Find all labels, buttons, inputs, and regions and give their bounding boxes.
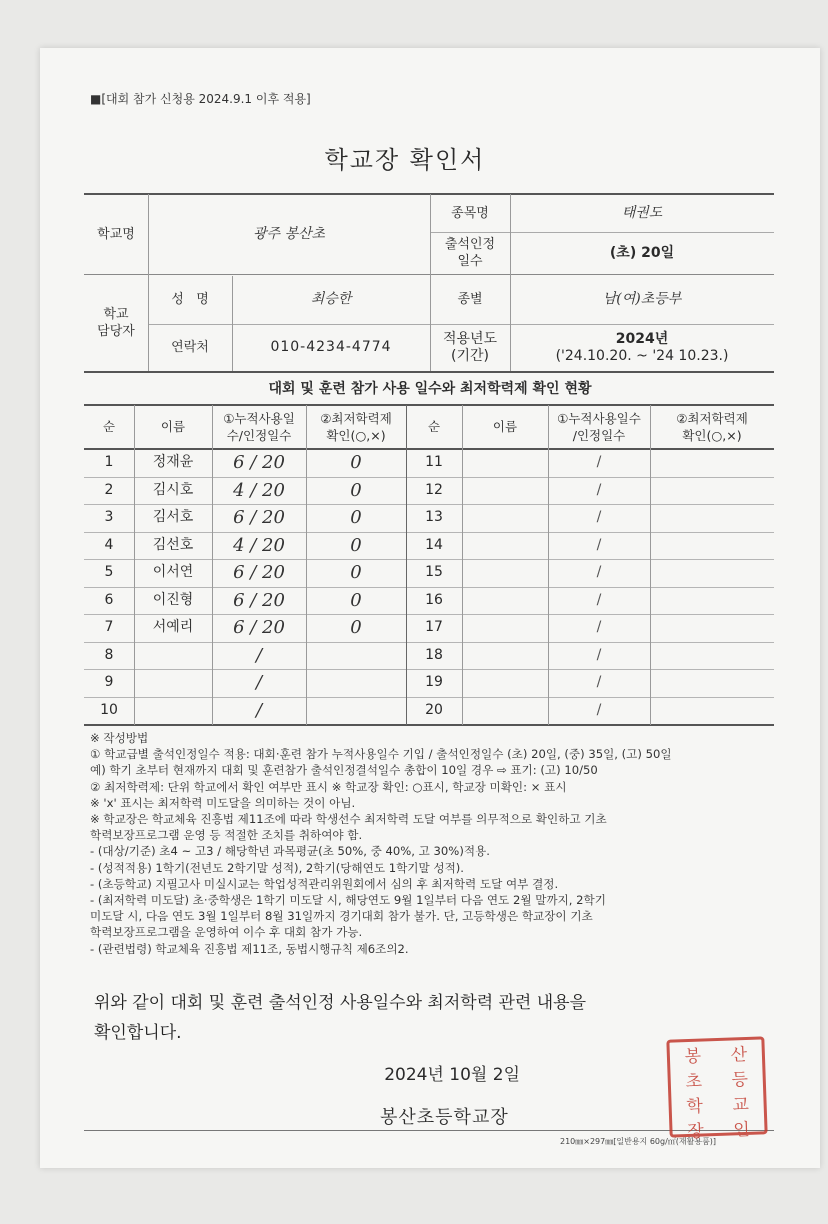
header-days-right-line2: /인정일수 [572,427,626,443]
instruction-line: - (대상/기준) 초4 ~ 고3 / 해당학년 과목평균(초 50%, 중 40%, 고 30%)적용. [90,844,490,859]
athlete-name [134,669,212,697]
issue-date: 2024년 10월 2일 [384,1065,520,1085]
athlete-name: 서예리 [152,619,194,636]
days-used: 4 / 20 [233,479,285,501]
min-achievement-check: 0 [350,507,362,529]
sport-label: 종목명 [451,205,489,221]
instruction-line: 미도달 시, 다음 연도 3월 1일부터 8월 31일까지 경기대회 참가 불가. 단, 고등학생은 학교장이 기초 [90,909,593,924]
header-min-line1: ②최저학력제 [320,410,392,426]
row-number: 6 [104,591,114,608]
row-number-right: 15 [425,564,443,581]
staff-label [84,274,148,371]
row-number-right: 19 [425,674,443,691]
header-min-right [650,405,774,448]
attend-label-line2: 일수 [457,254,483,269]
header-min [306,405,406,448]
days-used-right: / [596,591,602,608]
instruction-line: ※ 'x' 표시는 최저학력 미도달을 의미하는 것이 아님. [90,795,356,810]
athlete-name [134,697,212,725]
athlete-name: 정재윤 [152,454,194,471]
header-days-right-line1: ①누적사용일수 [557,410,641,426]
instruction-line: ※ 작성방법 [90,731,149,745]
attend-label [430,232,510,274]
days-used-right: / [596,536,602,553]
row-number-right: 13 [425,509,443,526]
athlete-name: 김선호 [152,536,194,553]
row-number: 2 [104,481,114,498]
days-used: / [255,644,263,666]
school-value: 광주 봉산초 [252,225,326,242]
row-number: 4 [104,536,114,553]
period-label-line2: (기간) [451,347,489,364]
min-achievement-check: 0 [350,479,362,501]
seal-character: 인 [732,1119,751,1141]
period-range: ('24.10.20. ~ '24 10.23.) [555,347,729,364]
info-bottom-border [84,371,774,373]
school-label: 학교명 [97,226,135,242]
days-used-right: / [596,619,602,636]
days-used-right: / [596,509,602,526]
seal-character: 교 [732,1094,750,1116]
instruction-line: - (관련법령) 학교체육 진흥법 제11조, 동법시행규칙 제6조의2. [90,941,409,956]
period-label-line1: 적용년도 [442,330,498,347]
days-used: 6 / 20 [233,507,285,529]
category-label: 종별 [457,291,483,307]
instruction-line: ※ 학교장은 학교체육 진흥법 제11조에 따라 학생선수 최저학력 도달 여부를 의무적으로 확인하고 기초 [90,812,607,826]
min-achievement-check [306,669,406,697]
staff-label-line1: 학교 [103,306,129,322]
header-name-right: 이름 [492,419,518,434]
min-achievement-check: 0 [350,617,362,639]
row-number: 9 [104,674,114,691]
seal-character: 산 [730,1044,748,1066]
document-page [40,48,820,1168]
period-year: 2024년 [615,330,669,347]
min-achievement-check: 0 [350,534,362,556]
paper-spec: 210㎜×297㎜[일반용지 60g/㎡(재활용품)] [560,1137,717,1146]
row-number-right: 18 [425,646,443,663]
days-used-right: / [596,674,602,691]
instruction-line: 학력보장프로그램을 운영하여 이수 후 대회 참가 가능. [90,925,363,940]
contact-label: 연락처 [171,340,209,355]
min-achievement-check: 0 [350,562,362,584]
days-used-right: / [596,701,602,718]
min-achievement-check: 0 [350,589,362,611]
confirm-line-2: 확인합니다. [94,1023,182,1043]
period-label [430,324,510,371]
header-no: 순 [102,419,116,434]
days-used: 6 / 20 [233,617,285,639]
header-min-right-line1: ②최저학력제 [676,410,748,426]
instruction-line: - (초등학교) 지필고사 미실시교는 학업성적관리위원회에서 심의 후 최저학력 도달 여부 결정. [90,876,559,891]
header-days-line1: ①누적사용일 [223,410,295,426]
athlete-name: 김시호 [152,481,194,498]
instruction-line: ① 학교급별 출석인정일수 적용: 대회·훈련 참가 누적사용일수 기입 / 출석인정일수 (초) 20일, (중) 35일, (고) 50일 [90,747,672,762]
header-no-right: 순 [427,419,441,434]
days-used: 6 / 20 [233,562,285,584]
athlete-name: 이서연 [152,564,194,581]
section-title: 대회 및 훈련 참가 사용 일수와 최저학력제 확인 현황 [268,381,592,397]
row-number-right: 11 [425,454,443,471]
attend-value: (초) 20일 [609,244,675,261]
header-min-line2: 확인(○,×) [326,427,386,443]
row-number-right: 20 [425,701,443,718]
header-days-line2: 수/인정일수 [226,427,292,443]
period-value [510,324,774,371]
row-number-right: 14 [425,536,443,553]
attend-label-line1: 출석인정 [444,237,496,252]
name-value: 최승한 [310,290,352,307]
instruction-line: ② 최저학력제: 단위 학교에서 확인 여부만 표시 ※ 학교장 확인: ○표시, 학교장 미확인: × 표시 [90,779,567,794]
row-number-right: 17 [425,619,443,636]
min-achievement-check [306,697,406,725]
row-number: 8 [104,646,114,663]
header-name: 이름 [160,419,186,434]
category-value: 남(여)초등부 [602,290,682,307]
school-head: 봉산초등학교장 [380,1107,509,1128]
days-used-right: / [596,646,602,663]
seal-character: 장 [686,1121,705,1143]
days-used-right: / [596,564,602,581]
days-used: 4 / 20 [233,534,285,556]
page-title: 학교장 확인서 [324,146,486,174]
col-divider [462,405,463,725]
row-number: 5 [104,564,114,581]
table-bottom-border [84,724,774,726]
instruction-line: 학력보장프로그램 운영 등 적절한 조치를 취하여야 함. [90,828,363,843]
seal-character: 학 [686,1096,704,1118]
row-number-right: 16 [425,591,443,608]
instruction-line: - (최저학력 미도달) 초·중학생은 1학기 미도달 시, 해당연도 9월 1일부터 다음 연도 2월 말까지, 2학기 [90,893,606,907]
row-number-right: 12 [425,481,443,498]
athlete-name: 이진형 [152,591,194,608]
athlete-name: 김서호 [152,509,194,526]
row-number: 10 [100,701,118,718]
days-used: / [255,672,263,694]
instruction-line: - (성적적용) 1학기(전년도 2학기말 성적), 2학기(당해연도 1학기말 성적). [90,860,464,875]
days-used: 6 / 20 [233,589,285,611]
header-min-right-line2: 확인(○,×) [682,427,742,443]
min-achievement-check: 0 [350,452,362,474]
sport-value: 태권도 [621,204,663,221]
header-days [212,405,306,448]
row-number: 3 [104,509,114,526]
header-tag: ■[대회 참가 신청용 2024.9.1 이후 적용] [90,92,311,106]
seal-character: 봉 [684,1046,702,1068]
days-used: 6 / 20 [233,452,285,474]
staff-label-line2: 담당자 [97,323,135,339]
days-used: / [255,699,263,721]
row-number: 7 [104,619,114,636]
seal-character: 등 [731,1069,749,1091]
name-label: 성 명 [171,291,209,307]
seal-character: 초 [685,1071,703,1093]
row-number: 1 [104,454,114,471]
col-divider [650,405,651,725]
header-days-right [548,405,650,448]
days-used-right: / [596,481,602,498]
min-achievement-check [306,642,406,670]
athlete-name [134,642,212,670]
confirm-line-1: 위와 같이 대회 및 훈련 출석인정 사용일수와 최저학력 관련 내용을 [94,993,587,1013]
instruction-line: 예) 학기 초부터 현재까지 대회 및 훈련참가 출석인정결석일수 총합이 10일 경우 ⇨ 표기: (고) 10/50 [90,763,598,778]
school-seal-stamp [666,1036,767,1143]
days-used-right: / [596,454,602,471]
contact-value: 010-4234-4774 [270,339,392,355]
